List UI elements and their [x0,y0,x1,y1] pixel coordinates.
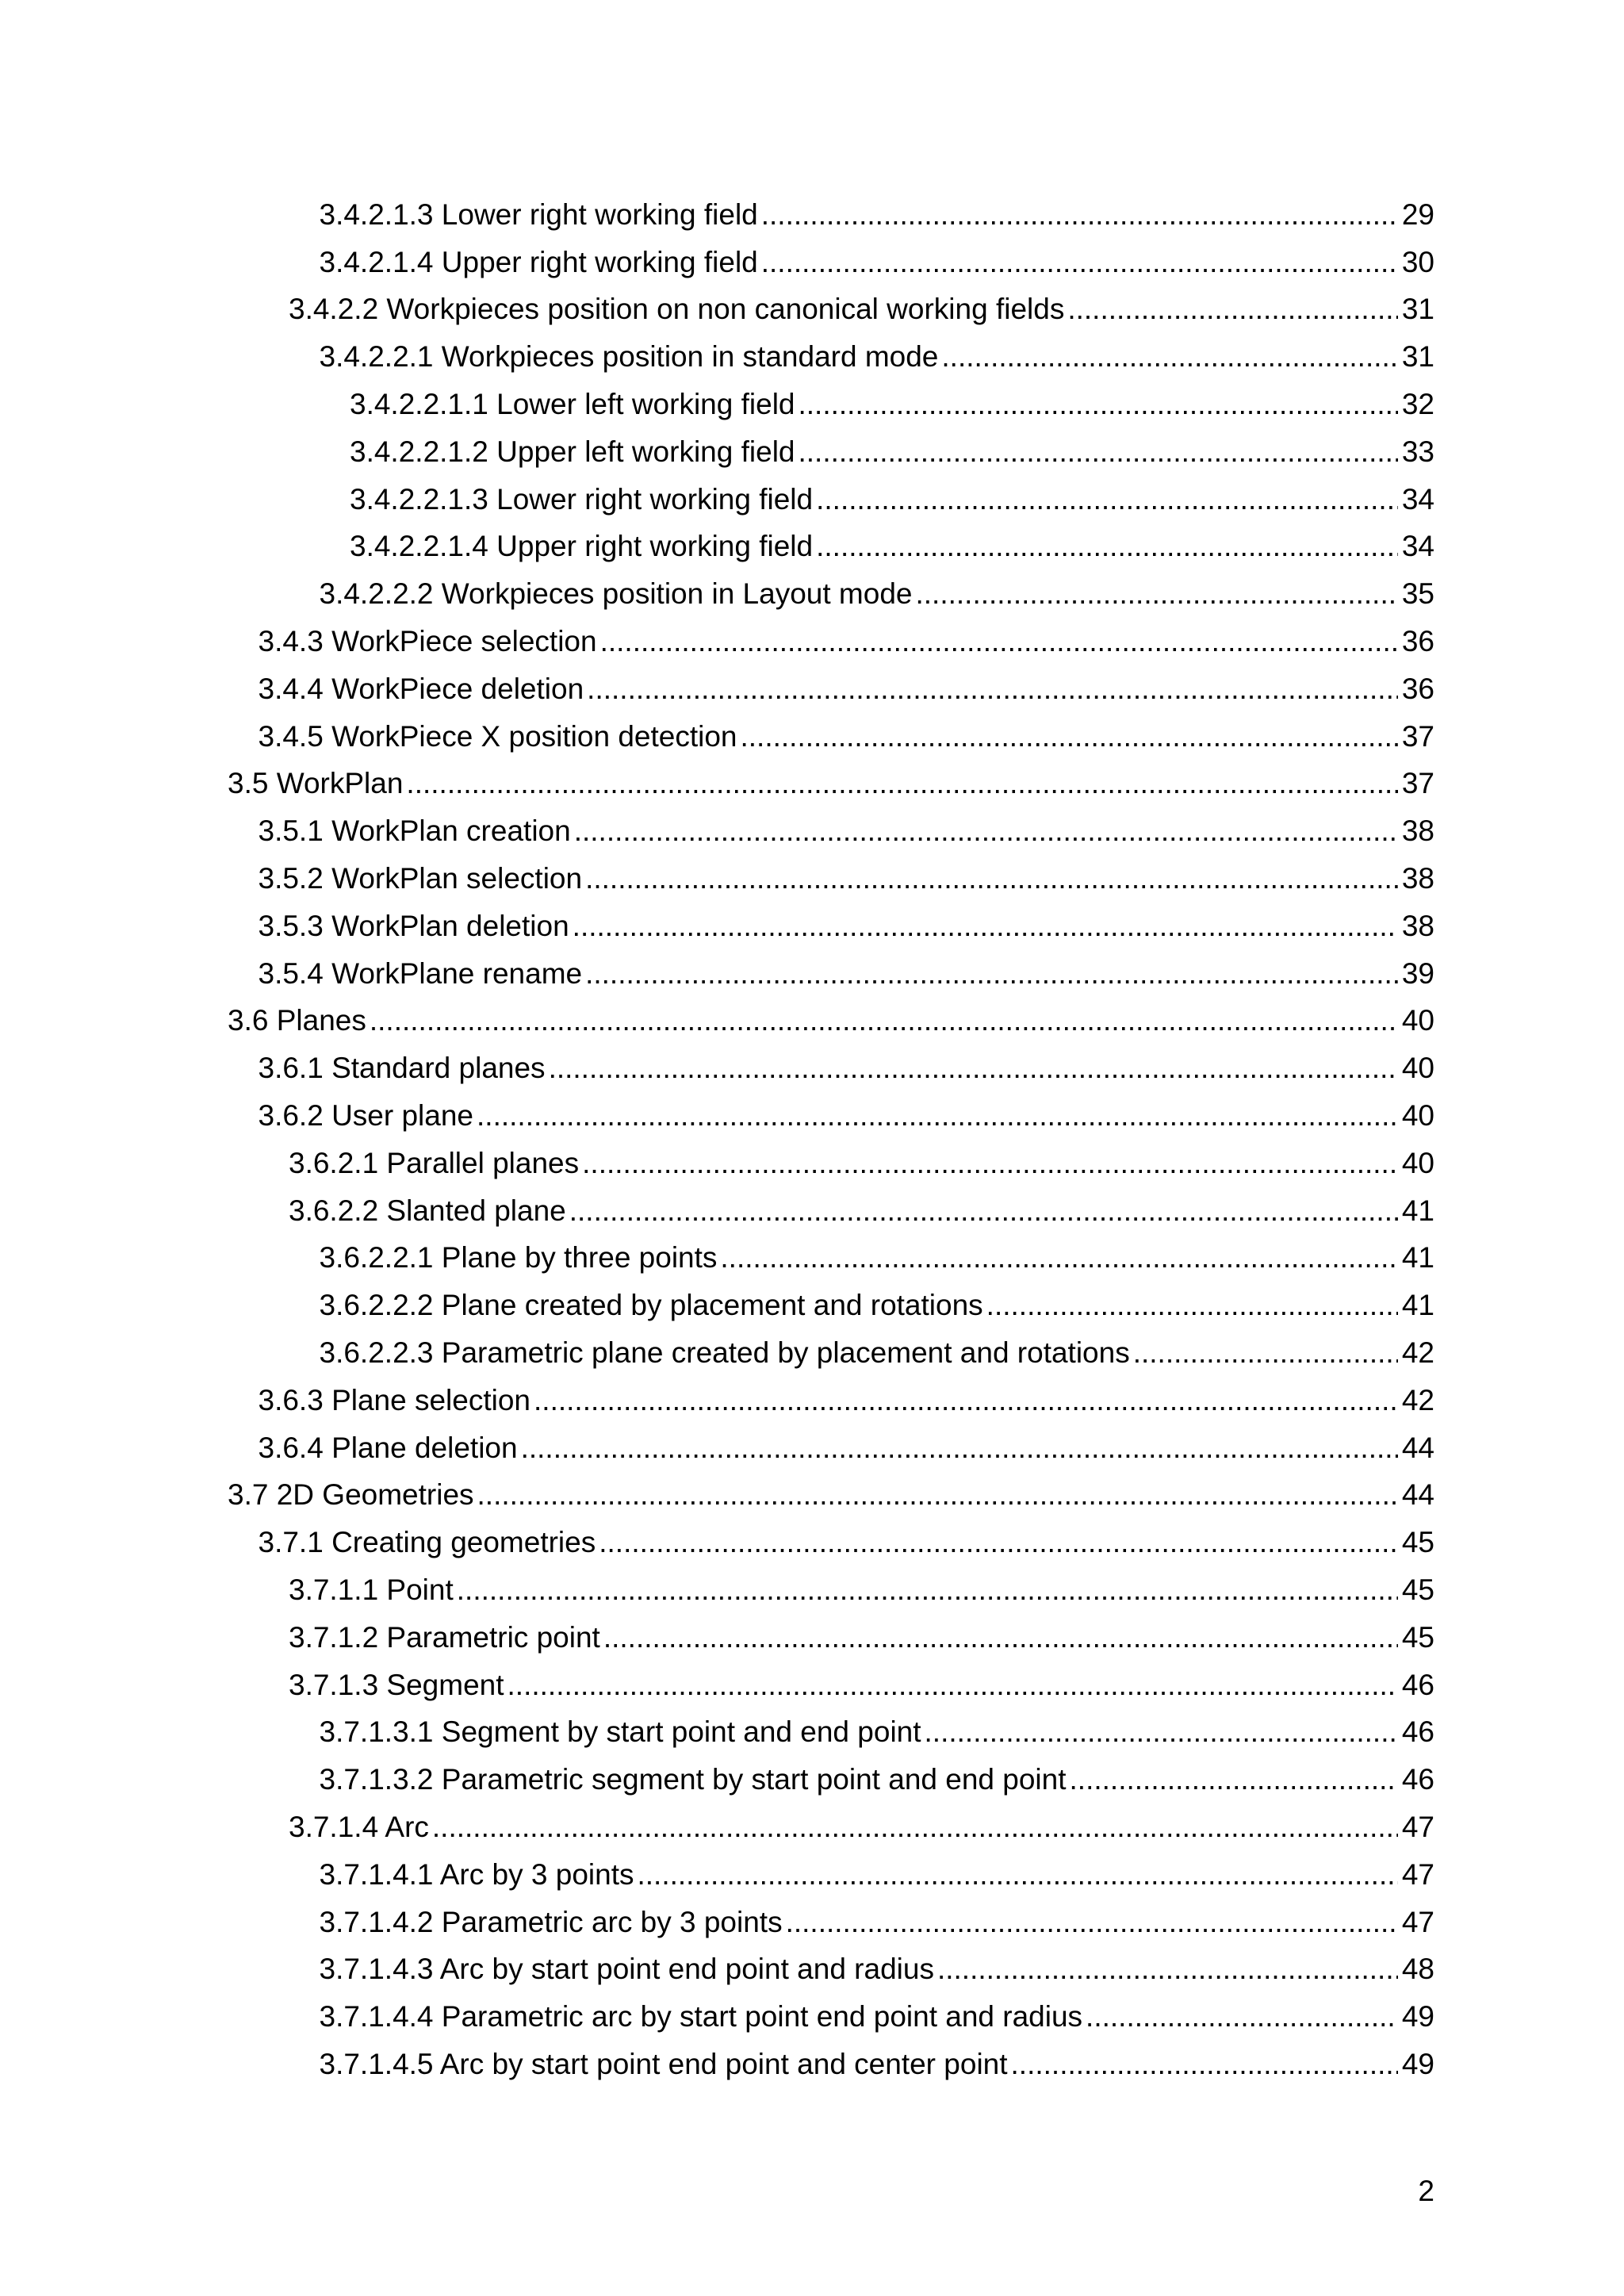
toc-dot-leader [477,1478,1398,1512]
toc-entry[interactable] [350,476,1434,523]
toc-entry-title: 3.7.1 Creating geometries [258,1526,596,1559]
toc-entry-page: 44 [1401,1478,1434,1512]
toc-entry-page: 40 [1401,1004,1434,1037]
toc-entry-title: 3.6.3 Plane selection [258,1383,531,1416]
toc-dot-leader [521,1431,1398,1466]
toc-entry-page: 46 [1401,1668,1434,1701]
toc-entry[interactable] [228,1472,1434,1520]
toc-entry-title: 3.5.2 WorkPlan selection [258,862,583,895]
toc-entry-title: 3.7.1.4.1 Arc by 3 points [319,1857,634,1891]
toc-entry-title: 3.6.1 Standard planes [258,1052,546,1085]
toc-entry-page: 47 [1401,1857,1434,1891]
toc-entry-page: 34 [1401,482,1434,516]
toc-dot-leader [1011,2047,1398,2082]
toc-dot-leader [916,577,1399,611]
toc-entry-title: 3.6.2.2.2 Plane created by placement and rotations [319,1289,983,1322]
toc-entry[interactable] [259,665,1435,713]
toc-entry-page: 39 [1401,956,1434,990]
toc-entry[interactable] [228,998,1434,1045]
toc-entry[interactable] [259,855,1435,903]
toc-entry-page: 30 [1401,245,1434,278]
toc-entry-page: 40 [1401,1146,1434,1179]
table-of-contents [0,191,1624,2088]
toc-dot-leader [603,1620,1398,1655]
toc-dot-leader [1086,1999,1398,2034]
toc-entry-title: 3.6.2 User plane [258,1099,474,1133]
toc-entry[interactable] [289,1803,1434,1851]
toc-entry-page: 32 [1401,388,1434,421]
toc-entry-title: 3.7.1.4.2 Parametric arc by 3 points [319,1905,783,1938]
toc-entry-title: 3.7.1.3 Segment [289,1668,504,1701]
toc-entry-page: 48 [1401,1953,1434,1986]
toc-dot-leader [1067,292,1398,327]
toc-entry[interactable] [289,1662,1434,1709]
toc-entry-title: 3.5 WorkPlan [228,767,404,800]
toc-entry[interactable] [350,428,1434,476]
toc-entry-page: 47 [1401,1905,1434,1938]
toc-entry[interactable] [320,1899,1435,1946]
toc-entry[interactable] [259,618,1435,665]
toc-entry-page: 46 [1401,1715,1434,1749]
toc-dot-leader [816,529,1398,564]
toc-entry[interactable] [259,1045,1435,1092]
toc-entry-page: 35 [1401,577,1434,611]
toc-entry-page: 38 [1401,815,1434,848]
toc-dot-leader [941,339,1398,374]
toc-dot-leader [406,766,1398,801]
toc-entry-page: 38 [1401,909,1434,942]
toc-entry[interactable] [259,1424,1435,1472]
toc-dot-leader [599,1525,1398,1560]
toc-dot-leader [761,197,1398,232]
toc-entry-page: 31 [1401,340,1434,374]
toc-entry-title: 3.6 Planes [228,1004,366,1037]
toc-dot-leader [432,1810,1398,1845]
toc-entry-title: 3.6.2.2 Slanted plane [289,1194,566,1227]
toc-entry[interactable] [320,191,1435,239]
toc-entry[interactable] [228,761,1434,808]
toc-entry-title: 3.4.3 WorkPiece selection [258,625,597,658]
toc-entry-page: 31 [1401,293,1434,326]
toc-entry[interactable] [259,903,1435,950]
toc-dot-leader [574,814,1398,849]
toc-entry[interactable] [289,286,1434,334]
toc-entry-page: 44 [1401,1431,1434,1464]
toc-dot-leader [582,1146,1398,1181]
toc-entry-page: 45 [1401,1620,1434,1654]
toc-dot-leader [986,1288,1398,1323]
toc-entry-page: 41 [1401,1289,1434,1322]
toc-entry-page: 45 [1401,1526,1434,1559]
toc-dot-leader [816,482,1398,517]
toc-entry[interactable] [289,1614,1434,1662]
toc-entry-page: 42 [1401,1383,1434,1416]
page-number: 2 [1418,2175,1434,2207]
toc-entry[interactable] [320,1282,1435,1329]
toc-dot-leader [585,956,1398,991]
toc-entry-title: 3.4.2.2.1.4 Upper right working field [350,530,814,563]
toc-dot-leader [370,1003,1398,1038]
toc-entry-title: 3.4.2.2.2 Workpieces position in Layout mode [319,577,913,611]
toc-dot-leader [508,1668,1398,1703]
toc-dot-leader [477,1098,1398,1133]
toc-entry-page: 34 [1401,530,1434,563]
toc-entry-title: 3.4.2.2.1.1 Lower left working field [350,388,795,421]
toc-entry-page: 33 [1401,435,1434,468]
toc-entry-title: 3.7.1.4.3 Arc by start point end point and radius [319,1953,934,1986]
toc-entry[interactable] [320,1993,1435,2041]
toc-dot-leader [585,861,1398,896]
toc-entry[interactable] [350,523,1434,571]
toc-dot-leader [720,1240,1398,1275]
toc-entry-title: 3.7.1.3.1 Segment by start point and end point [319,1715,921,1749]
toc-entry-title: 3.7 2D Geometries [228,1478,474,1512]
toc-entry[interactable] [320,570,1435,618]
toc-entry[interactable] [320,1235,1435,1282]
toc-entry[interactable] [320,239,1435,286]
toc-entry[interactable] [320,1756,1435,1803]
toc-entry-title: 3.4.2.2.1.3 Lower right working field [350,482,814,516]
toc-entry-page: 47 [1401,1810,1434,1843]
toc-dot-leader [569,1194,1398,1228]
toc-entry-page: 49 [1401,2047,1434,2080]
toc-entry[interactable] [259,713,1435,761]
toc-entry[interactable] [259,950,1435,998]
toc-entry-title: 3.4.2.1.3 Lower right working field [319,197,758,231]
toc-entry-page: 40 [1401,1052,1434,1085]
toc-entry-title: 3.7.1.4.4 Parametric arc by start point end point and radius [319,2000,1083,2033]
toc-entry[interactable] [289,1187,1434,1235]
toc-entry-title: 3.6.2.2.1 Plane by three points [319,1241,718,1274]
toc-entry-title: 3.7.1.2 Parametric point [289,1620,600,1654]
toc-dot-leader [937,1952,1398,1987]
toc-entry[interactable] [289,1566,1434,1614]
toc-entry[interactable] [259,1377,1435,1424]
toc-entry-title: 3.6.2.2.3 Parametric plane created by placement and rotations [319,1336,1130,1370]
toc-entry-page: 46 [1401,1763,1434,1796]
toc-entry-page: 38 [1401,862,1434,895]
toc-dot-leader [1133,1336,1398,1370]
toc-entry-title: 3.5.3 WorkPlan deletion [258,909,569,942]
toc-entry[interactable] [289,1140,1434,1187]
toc-entry-title: 3.4.2.2 Workpieces position on non canonical working fields [289,293,1065,326]
toc-dot-leader [587,672,1398,707]
toc-entry[interactable] [320,1851,1435,1899]
toc-entry[interactable] [259,1092,1435,1140]
toc-entry[interactable] [320,1945,1435,1993]
toc-entry[interactable] [320,1329,1435,1377]
toc-entry-title: 3.4.5 WorkPiece X position detection [258,719,737,753]
toc-entry-page: 42 [1401,1336,1434,1370]
toc-entry-page: 49 [1401,2000,1434,2033]
toc-entry-title: 3.7.1.1 Point [289,1573,454,1606]
toc-entry-title: 3.6.4 Plane deletion [258,1431,518,1464]
toc-entry-page: 36 [1401,625,1434,658]
toc-entry-title: 3.7.1.4 Arc [289,1810,429,1843]
toc-entry-title: 3.4.2.2.1.2 Upper left working field [350,435,795,468]
toc-entry-title: 3.4.4 WorkPiece deletion [258,672,584,705]
toc-entry-page: 37 [1401,767,1434,800]
toc-entry-page: 41 [1401,1241,1434,1274]
toc-entry-page: 41 [1401,1194,1434,1227]
toc-dot-leader [637,1857,1398,1892]
toc-entry-page: 45 [1401,1573,1434,1606]
toc-entry[interactable] [320,1709,1435,1757]
toc-dot-leader [925,1715,1398,1750]
toc-dot-leader [457,1573,1398,1608]
toc-entry-title: 3.5.1 WorkPlan creation [258,815,571,848]
toc-dot-leader [600,624,1398,659]
toc-dot-leader [799,435,1399,470]
toc-entry[interactable] [350,381,1434,428]
toc-entry-page: 36 [1401,672,1434,705]
toc-dot-leader [534,1383,1398,1418]
toc-entry[interactable] [259,807,1435,855]
toc-entry-title: 3.4.2.1.4 Upper right working field [319,245,758,278]
toc-entry-title: 3.7.1.4.5 Arc by start point end point and center point [319,2047,1008,2080]
toc-dot-leader [741,719,1399,754]
toc-entry-title: 3.7.1.3.2 Parametric segment by start point and end point [319,1763,1067,1796]
toc-entry[interactable] [320,2041,1435,2088]
toc-entry[interactable] [320,333,1435,381]
toc-dot-leader [799,387,1399,422]
toc-entry-title: 3.5.4 WorkPlane rename [258,956,583,990]
toc-entry-page: 37 [1401,719,1434,753]
toc-entry-title: 3.6.2.1 Parallel planes [289,1146,580,1179]
toc-dot-leader [573,909,1398,944]
toc-dot-leader [1070,1762,1398,1797]
toc-dot-leader [549,1051,1398,1086]
toc-entry[interactable] [259,1519,1435,1566]
toc-entry-page: 29 [1401,197,1434,231]
toc-dot-leader [786,1905,1398,1940]
toc-entry-page: 40 [1401,1099,1434,1133]
toc-dot-leader [761,245,1398,280]
toc-entry-title: 3.4.2.2.1 Workpieces position in standard mode [319,340,939,374]
